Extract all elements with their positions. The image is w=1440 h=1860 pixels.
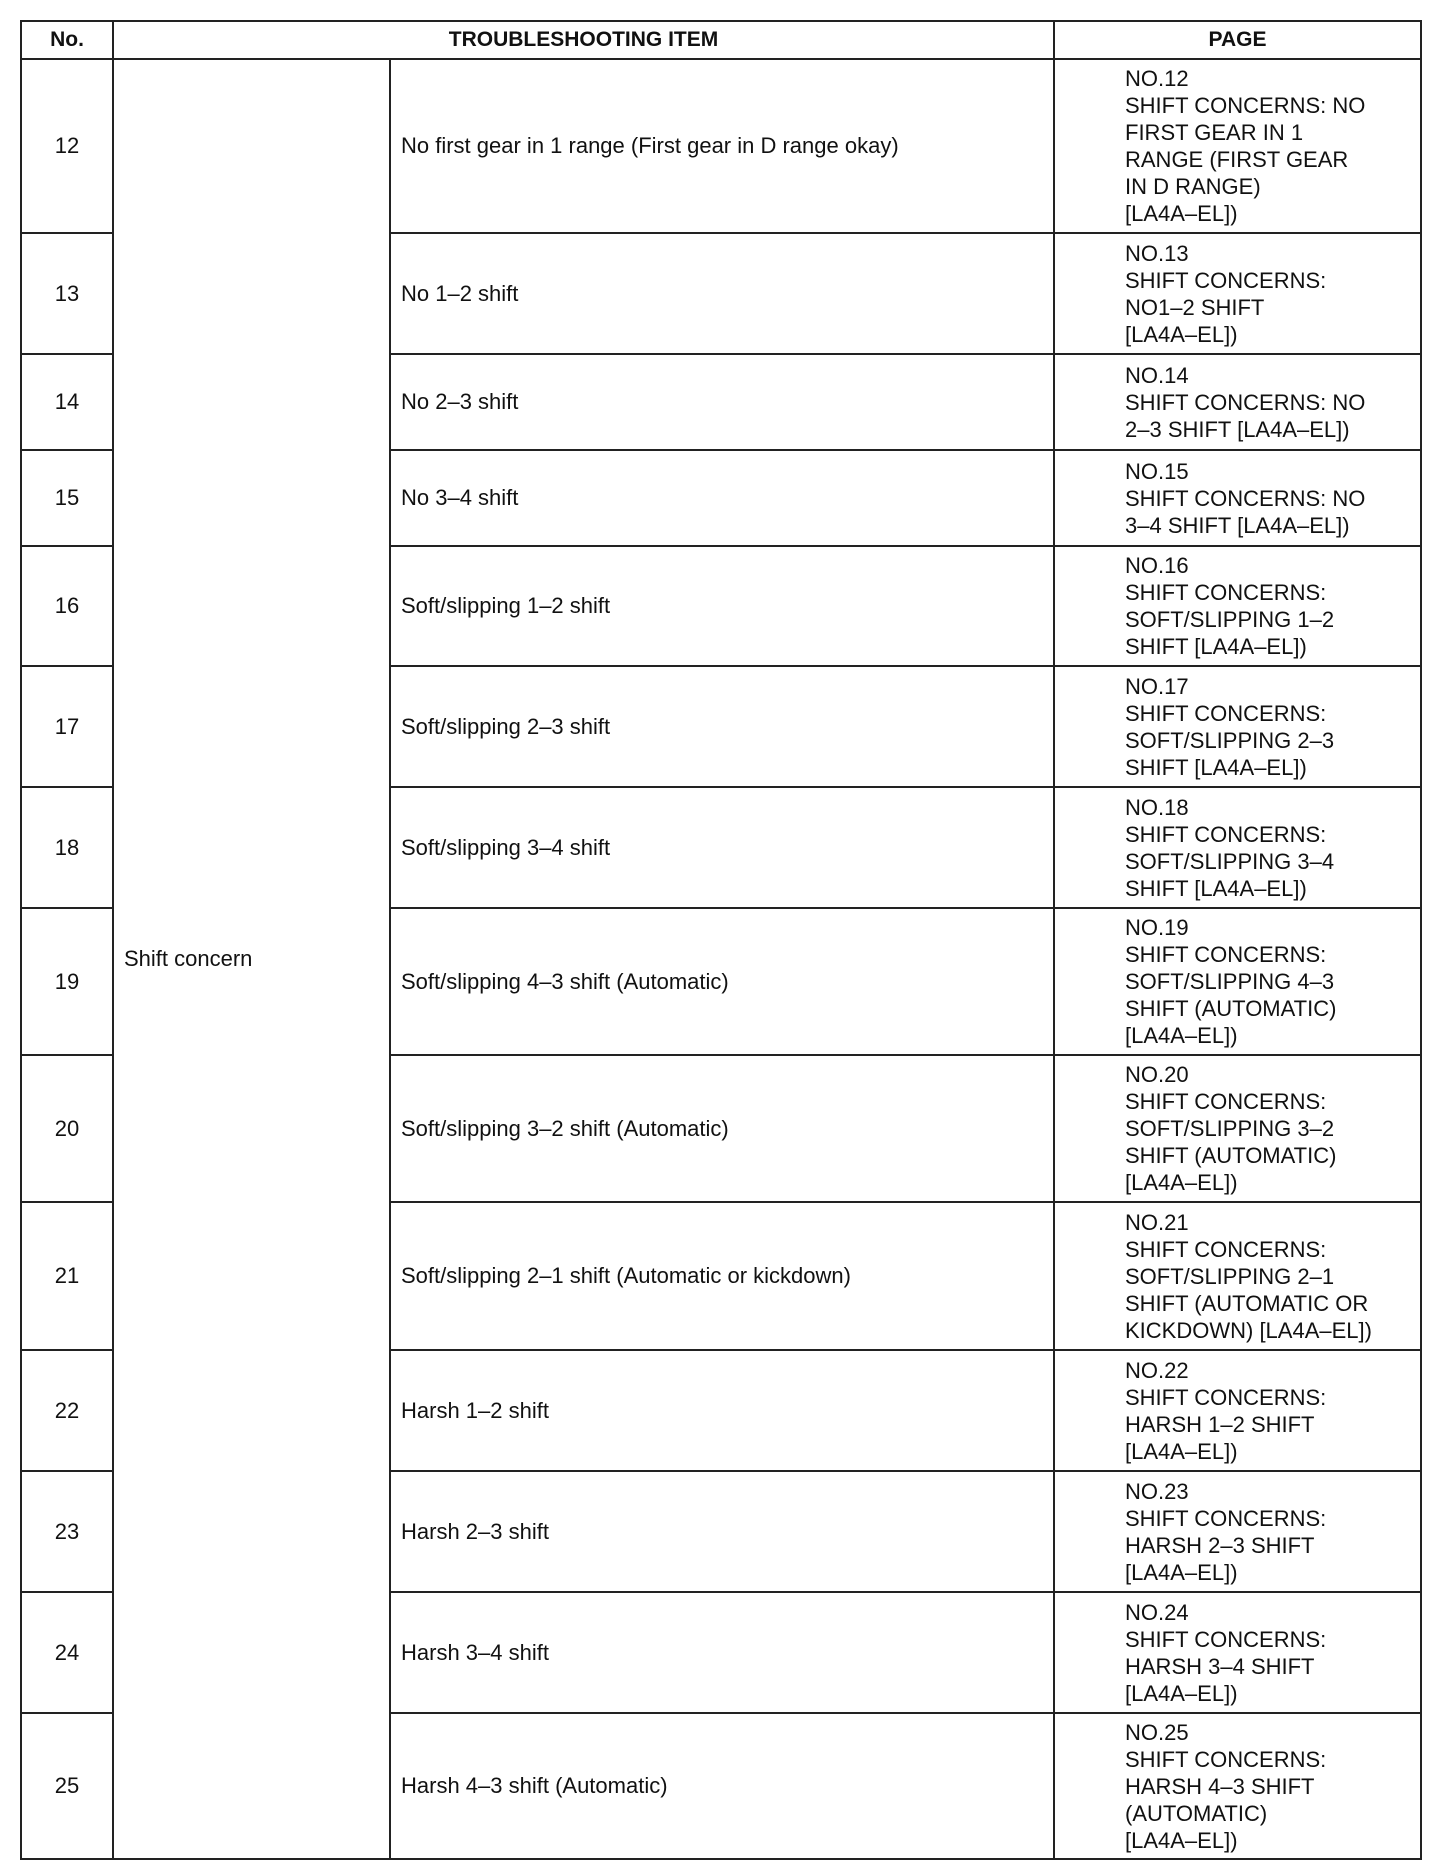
troubleshooting-item: No 1–2 shift [390, 233, 1054, 354]
header-page: PAGE [1054, 21, 1421, 59]
row-number: 17 [21, 666, 113, 787]
page-reference [1054, 908, 1421, 1055]
page-reference-line: SHIFT CONCERNS: [1125, 1505, 1327, 1531]
troubleshooting-item: Soft/slipping 1–2 shift [390, 546, 1054, 666]
page-reference-line: SHIFT CONCERNS: [1125, 1236, 1327, 1262]
page-reference-line: [LA4A–EL]) [1125, 1559, 1238, 1585]
page-reference-line: RANGE (FIRST GEAR [1125, 147, 1349, 172]
row-number: 14 [21, 354, 113, 450]
page-reference-line: NO.13 [1125, 240, 1189, 266]
header-row [21, 21, 1421, 59]
troubleshooting-item: Soft/slipping 3–4 shift [390, 787, 1054, 908]
troubleshooting-document [20, 20, 1420, 1860]
page-reference-line: NO.22 [1125, 1357, 1189, 1383]
page-reference-line: [LA4A–EL]) [1125, 201, 1238, 226]
page-reference-line: SOFT/SLIPPING 4–3 [1125, 969, 1335, 994]
page-reference-line: SHIFT (AUTOMATIC) [1125, 1143, 1337, 1168]
page-reference-line: [LA4A–EL]) [1125, 1170, 1238, 1195]
troubleshooting-table [20, 20, 1422, 1860]
page-reference-line: SHIFT CONCERNS: [1125, 700, 1327, 726]
page-reference-line: NO.21 [1125, 1209, 1189, 1235]
page-reference [1054, 354, 1421, 450]
row-number: 18 [21, 787, 113, 908]
page-reference [1054, 450, 1421, 546]
page-reference-line: NO.12 [1125, 66, 1189, 91]
page-reference-line: SOFT/SLIPPING 3–2 [1125, 1116, 1335, 1141]
troubleshooting-item: Soft/slipping 3–2 shift (Automatic) [390, 1055, 1054, 1202]
page-reference-line: SHIFT (AUTOMATIC) [1125, 996, 1337, 1021]
page-reference-line: NO.16 [1125, 553, 1189, 578]
page-reference-line: [LA4A–EL]) [1125, 1438, 1238, 1464]
page-reference-line: FIRST GEAR IN 1 [1125, 120, 1304, 145]
table-body [21, 59, 1421, 1859]
page-reference-line: [LA4A–EL]) [1125, 321, 1238, 347]
page-reference-line: [LA4A–EL]) [1125, 1680, 1238, 1706]
row-number: 21 [21, 1202, 113, 1350]
table-row [21, 59, 1421, 233]
page-reference [1054, 546, 1421, 666]
troubleshooting-item: Harsh 4–3 shift (Automatic) [390, 1713, 1054, 1859]
page-reference-line: SOFT/SLIPPING 1–2 [1125, 607, 1335, 632]
page-reference-line: NO.19 [1125, 915, 1189, 940]
page-reference-line: HARSH 2–3 SHIFT [1125, 1532, 1315, 1558]
page-reference-line: SHIFT CONCERNS: [1125, 1384, 1327, 1410]
row-number: 25 [21, 1713, 113, 1859]
page-reference-line: NO.25 [1125, 1719, 1189, 1745]
page-reference-line: NO.18 [1125, 794, 1189, 820]
page-reference-line: SHIFT CONCERNS: [1125, 267, 1327, 293]
page-reference-line: SHIFT [LA4A–EL]) [1125, 634, 1307, 659]
page-reference-line: SHIFT CONCERNS: [1125, 942, 1327, 967]
page-reference-line: SHIFT CONCERNS: NO [1125, 389, 1366, 415]
troubleshooting-item: Soft/slipping 2–1 shift (Automatic or kickdown) [390, 1202, 1054, 1350]
page-reference-line: NO.20 [1125, 1062, 1189, 1087]
page-reference [1054, 1713, 1421, 1859]
page-reference-line: SHIFT [LA4A–EL]) [1125, 875, 1307, 901]
page-reference-line: SHIFT CONCERNS: [1125, 580, 1327, 605]
page-reference [1054, 666, 1421, 787]
troubleshooting-item: No 3–4 shift [390, 450, 1054, 546]
row-number: 16 [21, 546, 113, 666]
page-reference-line: NO.24 [1125, 1599, 1189, 1625]
page-reference [1054, 233, 1421, 354]
page-reference [1054, 1202, 1421, 1350]
row-number: 12 [21, 59, 113, 233]
category-cell: Shift concern [113, 59, 390, 1859]
page-reference-line: 3–4 SHIFT [LA4A–EL]) [1125, 512, 1350, 538]
row-number: 24 [21, 1592, 113, 1713]
page-reference-line: NO.17 [1125, 673, 1189, 699]
row-number: 20 [21, 1055, 113, 1202]
page-reference-line: [LA4A–EL]) [1125, 1023, 1238, 1048]
page-reference [1054, 787, 1421, 908]
page-reference-line: SHIFT CONCERNS: [1125, 1089, 1327, 1114]
troubleshooting-item: Soft/slipping 2–3 shift [390, 666, 1054, 787]
page-reference [1054, 1350, 1421, 1471]
page-reference [1054, 1471, 1421, 1592]
troubleshooting-item: No 2–3 shift [390, 354, 1054, 450]
page-reference-line: NO1–2 SHIFT [1125, 294, 1265, 320]
row-number: 22 [21, 1350, 113, 1471]
page-reference-line: NO.23 [1125, 1478, 1189, 1504]
page-reference-line: SHIFT CONCERNS: [1125, 1746, 1327, 1772]
page-reference-line: SHIFT [LA4A–EL]) [1125, 754, 1307, 780]
page-reference-line: NO.15 [1125, 458, 1189, 484]
page-reference-line: 2–3 SHIFT [LA4A–EL]) [1125, 416, 1350, 442]
page-reference-line: SHIFT (AUTOMATIC OR [1125, 1290, 1369, 1316]
page-reference [1054, 1592, 1421, 1713]
troubleshooting-item: Harsh 2–3 shift [390, 1471, 1054, 1592]
page-reference-line: HARSH 4–3 SHIFT [1125, 1773, 1315, 1799]
page-reference-line: SHIFT CONCERNS: [1125, 1626, 1327, 1652]
page-reference-line: HARSH 3–4 SHIFT [1125, 1653, 1315, 1679]
header-no: No. [21, 21, 113, 59]
page-reference-line: SOFT/SLIPPING 2–3 [1125, 727, 1335, 753]
page-reference-line: [LA4A–EL]) [1125, 1827, 1238, 1853]
page-reference-line: SOFT/SLIPPING 2–1 [1125, 1263, 1335, 1289]
header-troubleshooting-item: TROUBLESHOOTING ITEM [113, 21, 1054, 59]
page-reference-line: SHIFT CONCERNS: NO [1125, 93, 1366, 118]
page-reference-line: SHIFT CONCERNS: [1125, 821, 1327, 847]
troubleshooting-item: Harsh 3–4 shift [390, 1592, 1054, 1713]
row-number: 19 [21, 908, 113, 1055]
page-reference-line: HARSH 1–2 SHIFT [1125, 1411, 1315, 1437]
troubleshooting-item: Harsh 1–2 shift [390, 1350, 1054, 1471]
page-reference [1054, 1055, 1421, 1202]
row-number: 23 [21, 1471, 113, 1592]
page-reference [1054, 59, 1421, 233]
page-reference-line: IN D RANGE) [1125, 174, 1261, 199]
page-reference-line: NO.14 [1125, 362, 1189, 388]
page-reference-line: (AUTOMATIC) [1125, 1800, 1268, 1826]
row-number: 13 [21, 233, 113, 354]
row-number: 15 [21, 450, 113, 546]
page-reference-line: SOFT/SLIPPING 3–4 [1125, 848, 1335, 874]
troubleshooting-item: Soft/slipping 4–3 shift (Automatic) [390, 908, 1054, 1055]
page-reference-line: KICKDOWN) [LA4A–EL]) [1125, 1317, 1372, 1343]
troubleshooting-item: No first gear in 1 range (First gear in D range okay) [390, 59, 1054, 233]
page-reference-line: SHIFT CONCERNS: NO [1125, 485, 1366, 511]
